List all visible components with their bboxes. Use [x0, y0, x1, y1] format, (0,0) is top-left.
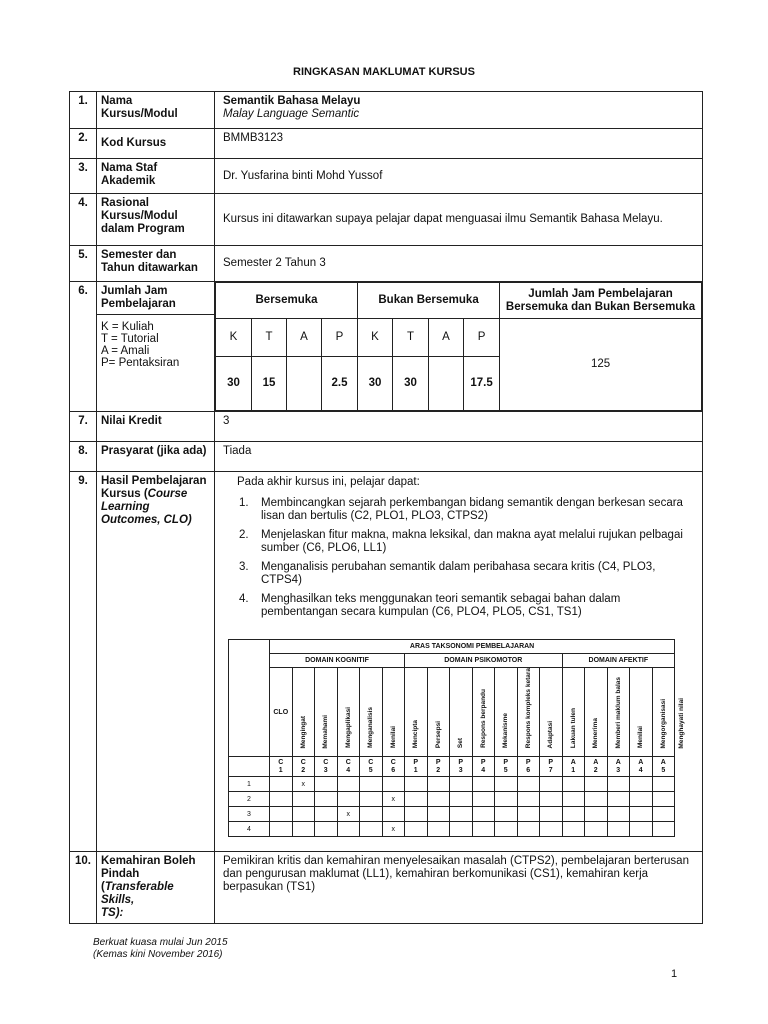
- clo-label: CLO: [270, 668, 293, 757]
- row-value: [215, 129, 703, 159]
- header-non-face-to-face: Bukan Bersemuka: [358, 283, 500, 319]
- page-number: 1: [671, 968, 678, 980]
- row-number: 9.: [70, 472, 97, 852]
- taxonomy-code: C 6: [382, 757, 405, 777]
- label-line: (Transferable Skills,: [101, 881, 174, 906]
- hours-legend: [97, 315, 214, 369]
- course-code: BMMB3123: [223, 132, 284, 144]
- taxonomy-mark: [292, 822, 315, 837]
- taxonomy-level: Memberi maklum balas: [607, 668, 630, 757]
- taxonomy-mark: [495, 822, 518, 837]
- taxonomy-mark: [562, 822, 585, 837]
- hours-letter: K: [216, 319, 252, 357]
- label-line: Nama: [101, 95, 133, 107]
- row-value: [215, 852, 703, 924]
- row-course-code: [70, 129, 703, 159]
- taxonomy-code: C 1: [270, 757, 293, 777]
- taxonomy-code: P 5: [495, 757, 518, 777]
- table-row: [229, 807, 675, 822]
- taxonomy-code: C 5: [360, 757, 383, 777]
- taxonomy-mark: [630, 777, 653, 792]
- legend-item: T = Tutorial: [101, 333, 159, 345]
- label-line: Jumlah Jam: [101, 285, 168, 297]
- taxonomy-mark: [337, 777, 360, 792]
- hours-letter: T: [252, 319, 287, 357]
- taxonomy-mark: [360, 777, 383, 792]
- legend-item: P= Pentaksiran: [101, 357, 180, 369]
- legend-item: K = Kuliah: [101, 321, 154, 333]
- taxonomy-mark: [270, 777, 293, 792]
- taxonomy-code: A 5: [652, 757, 675, 777]
- taxonomy-mark: [652, 822, 675, 837]
- taxonomy-mark: [337, 792, 360, 807]
- taxonomy-mark: [315, 807, 338, 822]
- taxonomy-level: Menerima: [585, 668, 608, 757]
- taxonomy-mark: [540, 792, 563, 807]
- row-value: [215, 282, 703, 412]
- hours-letter: P: [464, 319, 500, 357]
- hours-value: [429, 357, 464, 411]
- row-number: 3.: [70, 159, 97, 194]
- legend-item: A = Amali: [101, 345, 150, 357]
- footer-note: [93, 937, 228, 961]
- clo-number: 2: [229, 792, 270, 807]
- label-line: Nama Staf: [101, 162, 158, 174]
- domain-cognitive: DOMAIN KOGNITIF: [270, 654, 405, 668]
- row-number: 6.: [70, 282, 97, 412]
- taxonomy-mark: [517, 822, 540, 837]
- row-label: [97, 412, 215, 442]
- taxonomy-mark: x: [382, 822, 405, 837]
- course-name-english: Malay Language Semantic: [223, 108, 360, 120]
- taxonomy-mark: x: [292, 777, 315, 792]
- taxonomy-level: Mencipta: [405, 668, 428, 757]
- clo-number: 4: [229, 822, 270, 837]
- taxonomy-level: Mekanisme: [495, 668, 518, 757]
- taxonomy-mark: [360, 807, 383, 822]
- list-item: 4. Menghasilkan teks menggunakan teori semantik sebagai bahan dalam pembentangan secara kumpulan (C6, PLO4, PLO5, CS1, TS1): [239, 593, 621, 618]
- taxonomy-mark: [427, 822, 450, 837]
- taxonomy-mark: [585, 822, 608, 837]
- label-line: Pindah: [101, 868, 140, 880]
- taxonomy-mark: [405, 792, 428, 807]
- hours-letter: A: [429, 319, 464, 357]
- taxonomy-mark: [427, 777, 450, 792]
- taxonomy-mark: [517, 807, 540, 822]
- taxonomy-code: P 6: [517, 757, 540, 777]
- row-learning-outcomes: [70, 472, 703, 852]
- semester-text: Semester 2 Tahun 3: [223, 257, 326, 269]
- row-number: 5.: [70, 246, 97, 282]
- header-line: Bersemuka dan Bukan Bersemuka: [505, 300, 696, 313]
- taxonomy-mark: [382, 807, 405, 822]
- taxonomy-corner: [229, 640, 270, 757]
- taxonomy-title: ARAS TAKSONOMI PEMBELAJARAN: [270, 640, 675, 654]
- header-line: Jumlah Jam Pembelajaran: [528, 287, 673, 300]
- outcomes-intro: Pada akhir kursus ini, pelajar dapat:: [237, 476, 420, 488]
- taxonomy-mark: [360, 792, 383, 807]
- row-academic-staff: [70, 159, 703, 194]
- taxonomy-level: Persepsi: [427, 668, 450, 757]
- taxonomy-code: A 3: [607, 757, 630, 777]
- taxonomy-mark: [472, 807, 495, 822]
- row-learning-hours: [70, 282, 703, 412]
- table-row: [229, 822, 675, 837]
- taxonomy-level: Mengaplikasi: [337, 668, 360, 757]
- taxonomy-level: Mengingat: [292, 668, 315, 757]
- label-line: Tahun ditawarkan: [101, 262, 198, 274]
- course-summary-table: [69, 91, 703, 924]
- hours-letter: A: [287, 319, 322, 357]
- taxonomy-mark: [585, 792, 608, 807]
- clo-number: 1: [229, 777, 270, 792]
- footer-line: (Kemas kini November 2016): [93, 949, 223, 960]
- label-line: Kursus/Modul: [101, 108, 178, 120]
- table-row: [229, 777, 675, 792]
- taxonomy-level: Respons berpandu: [472, 668, 495, 757]
- row-label: [97, 852, 215, 924]
- total-hours: 125: [500, 319, 702, 411]
- taxonomy-code: A 1: [562, 757, 585, 777]
- taxonomy-mark: [427, 792, 450, 807]
- taxonomy-mark: [427, 807, 450, 822]
- taxonomy-mark: [450, 792, 473, 807]
- taxonomy-mark: [562, 807, 585, 822]
- taxonomy-mark: [472, 777, 495, 792]
- label-line: Kemahiran Boleh: [101, 855, 196, 867]
- row-number: 10.: [70, 852, 97, 924]
- taxonomy-mark: [270, 807, 293, 822]
- row-label: [97, 246, 215, 282]
- hours-value: 30: [393, 357, 429, 411]
- row-value: [215, 412, 703, 442]
- taxonomy-code: C 4: [337, 757, 360, 777]
- list-item: 3. Menganalisis perubahan semantik dalam peribahasa secara kritis (C4, PLO3, CTPS4): [239, 561, 656, 586]
- taxonomy-mark: [292, 792, 315, 807]
- taxonomy-code: C 2: [292, 757, 315, 777]
- taxonomy-mark: [495, 777, 518, 792]
- label-line: TS):: [101, 907, 124, 919]
- taxonomy-mark: [292, 807, 315, 822]
- row-label: [97, 282, 215, 412]
- label-text: Prasyarat (jika ada): [101, 445, 207, 457]
- taxonomy-code: C 3: [315, 757, 338, 777]
- prerequisite-value: Tiada: [223, 445, 252, 457]
- taxonomy-mark: [517, 777, 540, 792]
- label-line: Outcomes, CLO): [101, 514, 192, 526]
- taxonomy-mark: [360, 822, 383, 837]
- row-number: 2.: [70, 129, 97, 159]
- taxonomy-mark: [472, 822, 495, 837]
- row-value: [215, 472, 703, 852]
- row-value: [215, 246, 703, 282]
- row-number: 8.: [70, 442, 97, 472]
- header-face-to-face: Bersemuka: [216, 283, 358, 319]
- hours-value: 2.5: [322, 357, 358, 411]
- taxonomy-mark: [315, 792, 338, 807]
- taxonomy-mark: [270, 792, 293, 807]
- taxonomy-code: A 4: [630, 757, 653, 777]
- taxonomy-mark: [607, 792, 630, 807]
- taxonomy-mark: [585, 807, 608, 822]
- row-credit: [70, 412, 703, 442]
- taxonomy-level: Menilai: [382, 668, 405, 757]
- footer-line: Berkuat kuasa mulai Jun 2015: [93, 937, 228, 948]
- taxonomy-mark: [495, 807, 518, 822]
- hours-letter: P: [322, 319, 358, 357]
- row-label: [97, 472, 215, 852]
- row-value: [215, 442, 703, 472]
- hours-table: [215, 282, 702, 411]
- label-line: Pembelajaran: [101, 298, 176, 310]
- row-label: [97, 442, 215, 472]
- label-line: Learning: [101, 501, 150, 513]
- taxonomy-mark: [517, 792, 540, 807]
- taxonomy-level: Set: [450, 668, 473, 757]
- list-item: 1. Membincangkan sejarah perkembangan bidang semantik dengan berkesan secara lisan dan bertulis (C2, PLO1, PLO3, CTPS2): [239, 497, 683, 522]
- hours-letter: K: [358, 319, 393, 357]
- label-line: Hasil Pembelajaran: [101, 475, 207, 487]
- taxonomy-mark: [450, 777, 473, 792]
- taxonomy-mark: [630, 807, 653, 822]
- hours-value: 30: [358, 357, 393, 411]
- label-text: Nilai Kredit: [101, 415, 162, 427]
- rationale-text: Kursus ini ditawarkan supaya pelajar dapat menguasai ilmu Semantik Bahasa Melayu.: [223, 213, 663, 225]
- taxonomy-code: P 7: [540, 757, 563, 777]
- row-label: [97, 194, 215, 246]
- taxonomy-table: ARAS TAKSONOMI PEMBELAJARAN DOMAIN KOGNITIF DOMAIN PSIKOMOTOR DOMAIN AFEKTIF CLO Mengingat Memahami Mengaplikasi Menganalisis Menilai Mencipta Persepsi Set Respons berpandu Mekanisme Respons kompleks ketara Adaptasi Lakuan tulen Menerima Memberi maklum balas Menilai Mengorganisasi Menghayati nilai C 1 C 2 C 3 C 4 C 5 C 6 P 1 P 2 P 3 P 4 P 5 P 6 P 7 A 1 A 2 A 3 A 4 A 5 1 x 2 x 3 x 4 x: [228, 639, 675, 837]
- row-label: [97, 159, 215, 194]
- taxonomy-mark: [540, 807, 563, 822]
- label-text: Kod Kursus: [101, 137, 167, 149]
- taxonomy-mark: [315, 822, 338, 837]
- taxonomy-mark: [315, 777, 338, 792]
- hours-value: 30: [216, 357, 252, 411]
- taxonomy-mark: [270, 822, 293, 837]
- label-line: Akademik: [101, 175, 156, 187]
- row-transferable-skills: [70, 852, 703, 924]
- taxonomy-level: Adaptasi: [540, 668, 563, 757]
- row-course-name: [70, 92, 703, 129]
- row-value: [215, 92, 703, 129]
- taxonomy-mark: [405, 777, 428, 792]
- row-number: 7.: [70, 412, 97, 442]
- row-number: 4.: [70, 194, 97, 246]
- taxonomy-code: P 1: [405, 757, 428, 777]
- clo-number: 3: [229, 807, 270, 822]
- taxonomy-level: Lakuan tulen: [562, 668, 585, 757]
- clo-header: [229, 757, 270, 777]
- list-item: 2. Menjelaskan fitur makna, makna leksikal, dan makna ayat melalui rujukan pelbagai sumber (C6, PLO6, LL1): [239, 529, 683, 554]
- skills-text: Pemikiran kritis dan kemahiran menyelesaikan masalah (CTPS2), pembelajaran berterusan dan pengurusan maklumat (LL1), kemahiran berkomunikasi (CS1), kemahiran kerja berpasukan (TS1): [223, 855, 689, 893]
- taxonomy-mark: [652, 807, 675, 822]
- taxonomy-mark: [607, 822, 630, 837]
- hours-value: 17.5: [464, 357, 500, 411]
- domain-psychomotor: DOMAIN PSIKOMOTOR: [405, 654, 563, 668]
- taxonomy-mark: x: [337, 807, 360, 822]
- row-value: [215, 194, 703, 246]
- outcomes-list: [237, 497, 694, 619]
- row-rationale: [70, 194, 703, 246]
- taxonomy-mark: [562, 792, 585, 807]
- taxonomy-mark: [405, 807, 428, 822]
- label-line: Kursus (Course: [101, 488, 188, 500]
- row-prerequisite: [70, 442, 703, 472]
- taxonomy-mark: [337, 822, 360, 837]
- hours-letter: T: [393, 319, 429, 357]
- taxonomy-mark: [450, 807, 473, 822]
- label-line: Rasional: [101, 197, 149, 209]
- taxonomy-mark: [562, 777, 585, 792]
- taxonomy-level: Respons kompleks ketara: [517, 668, 540, 757]
- taxonomy-mark: [607, 807, 630, 822]
- page-title: RINGKASAN MAKLUMAT KURSUS: [293, 66, 475, 78]
- hours-value: [287, 357, 322, 411]
- label-line: Kursus/Modul: [101, 210, 178, 222]
- taxonomy-mark: [495, 792, 518, 807]
- taxonomy-mark: [472, 792, 495, 807]
- taxonomy-mark: [540, 777, 563, 792]
- taxonomy-mark: [607, 777, 630, 792]
- row-value: [215, 159, 703, 194]
- taxonomy-level: Menganalisis: [360, 668, 383, 757]
- taxonomy-code: P 4: [472, 757, 495, 777]
- label-line: Semester dan: [101, 249, 177, 261]
- taxonomy-mark: x: [382, 792, 405, 807]
- taxonomy-mark: [540, 822, 563, 837]
- taxonomy-mark: [652, 777, 675, 792]
- taxonomy-code: A 2: [585, 757, 608, 777]
- header-total-hours: [500, 283, 702, 319]
- taxonomy-level: Memahami: [315, 668, 338, 757]
- label-line: dalam Program: [101, 223, 185, 235]
- row-number: 1.: [70, 92, 97, 129]
- hours-value: 15: [252, 357, 287, 411]
- taxonomy-code: P 2: [427, 757, 450, 777]
- row-semester: [70, 246, 703, 282]
- taxonomy-level: Mengorganisasi: [652, 668, 675, 757]
- domain-affective: DOMAIN AFEKTIF: [562, 654, 675, 668]
- taxonomy-mark: [630, 792, 653, 807]
- taxonomy-mark: [382, 777, 405, 792]
- taxonomy-mark: [450, 822, 473, 837]
- taxonomy-code: P 3: [450, 757, 473, 777]
- row-label: [97, 129, 215, 159]
- credit-value: 3: [223, 415, 230, 427]
- taxonomy-level: Menilai: [630, 668, 653, 757]
- table-row: [229, 792, 675, 807]
- taxonomy-mark: [585, 777, 608, 792]
- course-name-malay: Semantik Bahasa Melayu: [223, 95, 361, 107]
- row-label: [97, 92, 215, 129]
- staff-name: Dr. Yusfarina binti Mohd Yussof: [223, 169, 383, 182]
- taxonomy-mark: [652, 792, 675, 807]
- taxonomy-mark: [630, 822, 653, 837]
- taxonomy-mark: [405, 822, 428, 837]
